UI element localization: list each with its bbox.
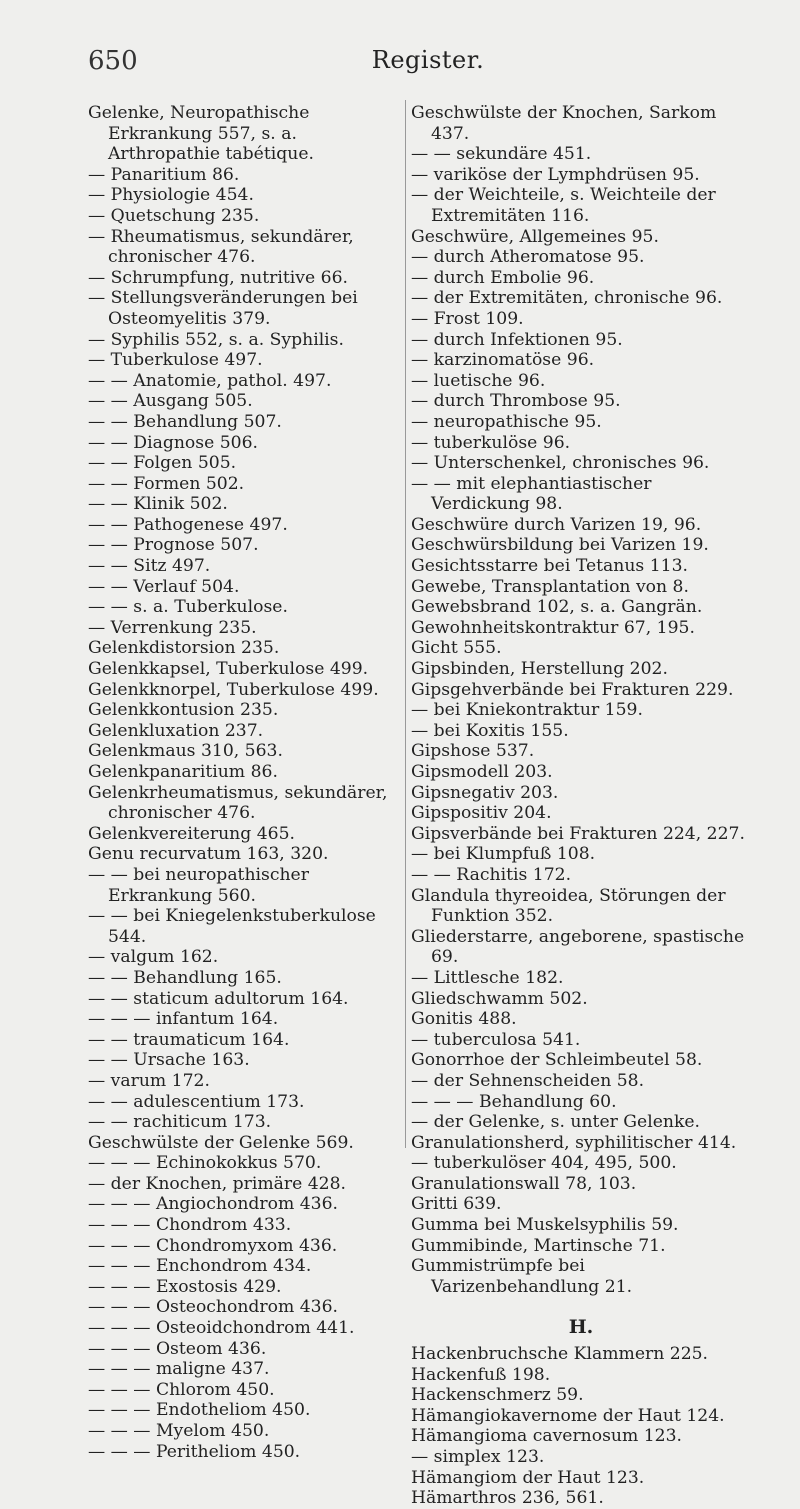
index-entry: Geschwülste der Knochen, Sarkom 437. — [411, 103, 717, 144]
index-entry: — der Gelenke, s. unter Gelenke. — [411, 1112, 700, 1133]
index-entry: Gipsbinden, Herstellung 202. — [411, 659, 668, 680]
index-entry: — — — Osteochondrom 436. — [88, 1297, 338, 1318]
index-entry: — der Knochen, primäre 428. — [88, 1173, 347, 1194]
index-entry: — — bei neuropathischer Erkrankung 560. — [88, 864, 309, 906]
index-entry: Gewebsbrand 102, s. a. Gangrän. — [411, 597, 703, 618]
index-entry: Glandula thyreoidea, Störungen der Funktion 352. — [411, 885, 726, 927]
index-entry: Gipsnegativ 203. — [411, 782, 559, 803]
index-entry: Gelenkrheumatismus, sekundärer, chronischer 476. — [88, 782, 388, 824]
index-entry: Gritti 639. — [411, 1194, 502, 1215]
index-entry: — Littlesche 182. — [411, 967, 564, 988]
index-entry: — — Pathogenese 497. — [88, 514, 288, 535]
index-entry: — Stellungsveränderungen bei Osteomyelitis 379. — [88, 288, 358, 329]
index-entry: Gicht 555. — [411, 638, 502, 659]
index-entry: — Frost 109. — [411, 308, 524, 329]
index-entry: — Panaritium 86. — [88, 164, 240, 185]
index-entry: — Quetschung 235. — [88, 205, 260, 226]
index-entry: — — — Osteoidchondrom 441. — [88, 1318, 355, 1339]
index-entry: — — — Chlorom 450. — [88, 1379, 275, 1400]
index-entry: — — Behandlung 165. — [88, 967, 282, 988]
index-entry: — — — Chondrom 433. — [88, 1215, 292, 1236]
index-entry: Gliederstarre, angeborene, spastische 69. — [411, 926, 745, 968]
index-entry: Geschwüre durch Varizen 19, 96. — [411, 514, 702, 535]
index-entry: — — bei Kniegelenkstuberkulose 544. — [88, 906, 376, 947]
index-entry: Hämangiom der Haut 123. — [411, 1467, 645, 1488]
index-entry: Gelenkkontusion 235. — [88, 700, 279, 721]
index-entry: — — Behandlung 507. — [88, 411, 282, 432]
index-entry: Gewebe, Transplantation von 8. — [411, 576, 689, 597]
index-entry: Granulationsherd, syphilitischer 414. — [411, 1132, 737, 1153]
index-entry: — tuberkulöse 96. — [411, 432, 571, 453]
index-entry: Gelenkpanaritium 86. — [88, 762, 278, 782]
index-entry: — — mit elephantiastischer Verdickung 98. — [411, 473, 652, 515]
index-entry: — — — infantum 164. — [88, 1009, 279, 1030]
index-entry: — luetische 96. — [411, 370, 546, 391]
index-entry: — — — Exostosis 429. — [88, 1276, 282, 1297]
page-number: 650 — [88, 46, 138, 76]
index-entry: — — — Endotheliom 450. — [88, 1400, 311, 1421]
index-entry: — — — Osteom 436. — [88, 1338, 267, 1359]
running-head: Register. — [371, 46, 485, 74]
index-entry: — bei Koxitis 155. — [411, 720, 569, 741]
index-entry: Gonorrhoe der Schleimbeutel 58. — [411, 1050, 703, 1071]
index-entry: — valgum 162. — [88, 947, 219, 968]
index-entry: — tuberculosa 541. — [411, 1029, 581, 1050]
index-entry: Gelenke, Neuropathische Erkrankung 557, s. a. Arthropathie tabétique. — [88, 103, 314, 165]
index-entry: — Schrumpfung, nutritive 66. — [88, 267, 348, 288]
index-entry: Geschwüre, Allgemeines 95. — [411, 226, 659, 247]
index-entry: Hämangioma cavernosum 123. — [411, 1426, 683, 1447]
index-entry: — — staticum adultorum 164. — [88, 988, 349, 1009]
index-entry: — — — Echinokokkus 570. — [88, 1153, 322, 1174]
index-entry: — der Extremitäten, chronische 96. — [411, 288, 723, 309]
index-entry: — durch Atheromatose 95. — [411, 247, 645, 268]
column-divider — [405, 100, 406, 1148]
index-entry: — Verrenkung 235. — [88, 617, 257, 638]
index-entry: — — Klinik 502. — [88, 494, 228, 515]
index-entry: — — rachiticum 173. — [88, 1112, 272, 1133]
section-letter: H. — [568, 1316, 594, 1339]
index-entry: — — Formen 502. — [88, 473, 245, 494]
index-entry: — durch Thrombose 95. — [411, 391, 621, 412]
index-entry: — — Prognose 507. — [88, 535, 259, 556]
index-entry: — der Sehnenscheiden 58. — [411, 1070, 645, 1091]
index-entry: Gumma bei Muskelsyphilis 59. — [411, 1215, 679, 1236]
index-entry: — der Weichteile, s. Weichteile der Extremitäten 116. — [411, 185, 716, 226]
index-entry: — — Diagnose 506. — [88, 432, 258, 453]
index-entry: — — — Angiochondrom 436. — [88, 1194, 338, 1215]
index-entry: Gipsgehverbände bei Frakturen 229. — [411, 679, 734, 700]
index-entry: — — Ausgang 505. — [88, 391, 253, 412]
index-entry: — bei Kniekontraktur 159. — [411, 700, 643, 721]
index-entry: — — s. a. Tuberkulose. — [88, 597, 288, 618]
index-entry: — — Anatomie, pathol. 497. — [88, 370, 332, 391]
index-entry: — tuberkulöser 404, 495, 500. — [411, 1153, 677, 1174]
index-entry: — — traumaticum 164. — [88, 1029, 290, 1050]
index-entry: — — Sitz 497. — [88, 556, 211, 577]
index-entry: — — Verlauf 504. — [88, 576, 240, 597]
index-entry: — — — maligne 437. — [88, 1359, 270, 1380]
index-entry: — Unterschenkel, chronisches 96. — [411, 453, 710, 474]
index-entry: Gipshose 537. — [411, 741, 535, 762]
index-entry: — — sekundäre 451. — [411, 144, 592, 165]
index-entry: Geschwülste der Gelenke 569. — [88, 1132, 354, 1153]
index-entry: Gliedschwamm 502. — [411, 988, 588, 1009]
index-entry: — — Rachitis 172. — [411, 864, 572, 885]
index-entry: — — — Enchondrom 434. — [88, 1256, 312, 1277]
index-entry: Hackenschmerz 59. — [411, 1385, 584, 1406]
index-entry: Gelenkknorpel, Tuberkulose 499. — [88, 679, 379, 700]
index-entry: Gelenkdistorsion 235. — [88, 638, 280, 659]
index-entry: — durch Infektionen 95. — [411, 329, 623, 350]
index-entry: — — — Chondromyxom 436. — [88, 1235, 338, 1256]
index-entry: — Rheumatismus, sekundärer, chronischer 476. — [88, 226, 354, 268]
index-entry: Gipsverbände bei Frakturen 224, 227. — [411, 823, 745, 844]
page-header — [88, 46, 768, 80]
index-entry: — neuropathische 95. — [411, 411, 602, 432]
index-entry: — Tuberkulose 497. — [88, 350, 263, 371]
index-entry: Gonitis 488. — [411, 1009, 517, 1030]
index-entry: — durch Embolie 96. — [411, 267, 595, 288]
index-entry: — — Ursache 163. — [88, 1050, 250, 1071]
index-entry: Gesichtsstarre bei Tetanus 113. — [411, 556, 688, 577]
index-entry: Gipspositiv 204. — [411, 803, 552, 824]
index-entry: — — — Peritheliom 450. — [88, 1441, 301, 1462]
index-entry: — — — Myelom 450. — [88, 1421, 270, 1441]
index-entry: Gelenkluxation 237. — [88, 720, 264, 741]
index-entry: — Syphilis 552, s. a. Syphilis. — [88, 329, 344, 350]
index-entry: Geschwürsbildung bei Varizen 19. — [411, 535, 709, 556]
index-entry: — bei Klumpfuß 108. — [411, 844, 596, 865]
index-entry: Gelenkvereiterung 465. — [88, 823, 295, 844]
index-entry: — variköse der Lymphdrüsen 95. — [411, 164, 700, 185]
index-entry: Gipsmodell 203. — [411, 762, 553, 782]
index-entry: Genu recurvatum 163, 320. — [88, 844, 329, 865]
index-entry: Hämarthros 236, 561. — [411, 1488, 604, 1509]
index-entry: Hämangiokavernome der Haut 124. — [411, 1405, 725, 1426]
index-entry: Hackenfuß 198. — [411, 1364, 551, 1385]
index-entry: Gummibinde, Martinsche 71. — [411, 1235, 666, 1256]
index-column-right — [411, 103, 751, 1509]
index-entry: Granulationswall 78, 103. — [411, 1173, 637, 1194]
index-entry: Gelenkkapsel, Tuberkulose 499. — [88, 659, 369, 680]
index-entry: Hackenbruchsche Klammern 225. — [411, 1344, 709, 1365]
index-entry: Gelenkmaus 310, 563. — [88, 741, 283, 762]
index-entry: Gummistrümpfe bei Varizenbehandlung 21. — [411, 1256, 633, 1297]
index-entry: — varum 172. — [88, 1070, 210, 1091]
index-entry: — — Folgen 505. — [88, 453, 237, 474]
index-entry: Gewohnheitskontraktur 67, 195. — [411, 617, 695, 638]
index-entry: — karzinomatöse 96. — [411, 350, 595, 371]
index-entry: — — adulescentium 173. — [88, 1091, 305, 1112]
index-column-left — [88, 103, 400, 1462]
index-entry: — Physiologie 454. — [88, 185, 254, 206]
index-entry: — — — Behandlung 60. — [411, 1091, 617, 1112]
index-entry: — simplex 123. — [411, 1447, 545, 1467]
